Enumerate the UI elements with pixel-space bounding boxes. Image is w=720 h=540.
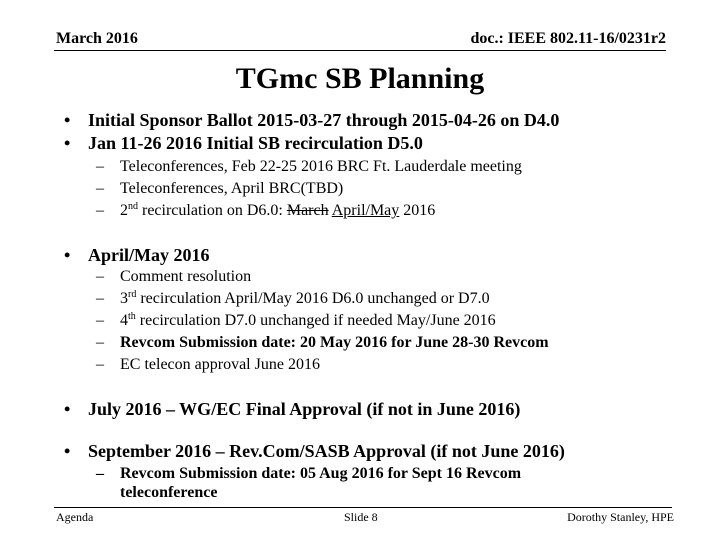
bullet-icon: • bbox=[64, 133, 71, 153]
recirculation-text: recirculation D7.0 unchanged if needed May/June 2016 bbox=[135, 312, 496, 329]
ordinal-number: 2 bbox=[120, 202, 128, 219]
bullet-initial-recirculation: Jan 11-26 2016 Initial SB recirculation D5.0 bbox=[88, 133, 423, 153]
recirculation-text: recirculation April/May 2016 D6.0 unchanged or D7.0 bbox=[136, 290, 490, 307]
deleted-text: March bbox=[286, 202, 329, 219]
sub-fourth-recirculation bbox=[120, 312, 496, 330]
dash-icon: – bbox=[96, 334, 104, 351]
bullet-icon: • bbox=[64, 399, 71, 419]
ordinal-number: 4 bbox=[120, 312, 128, 329]
bullet-sponsor-ballot: Initial Sponsor Ballot 2015-03-27 through 2015-04-26 on D4.0 bbox=[88, 110, 560, 130]
header-doc-id: doc.: IEEE 802.11-16/0231r2 bbox=[470, 30, 666, 47]
sub-ec-telecon-approval: EC telecon approval June 2016 bbox=[120, 356, 320, 373]
bullet-icon: • bbox=[64, 245, 71, 265]
footer-agenda: Agenda bbox=[56, 510, 94, 524]
ordinal-number: 3 bbox=[120, 290, 128, 307]
sub-revcom-submission-aug: Revcom Submission date: 05 Aug 2016 for Sept 16 Revcom bbox=[120, 465, 522, 482]
bullet-july-approval: July 2016 – WG/EC Final Approval (if not in June 2016) bbox=[88, 399, 521, 419]
dash-icon: – bbox=[96, 180, 104, 197]
bullet-icon: • bbox=[64, 441, 71, 461]
sub-teleconferences-april: Teleconferences, April BRC(TBD) bbox=[120, 180, 344, 197]
dash-icon: – bbox=[96, 312, 104, 329]
sub-revcom-submission-aug-cont: teleconference bbox=[120, 484, 218, 501]
inserted-text: April/May bbox=[331, 202, 400, 219]
slide-title: TGmc SB Planning bbox=[235, 62, 485, 95]
header-rule bbox=[54, 50, 666, 51]
bullet-icon: • bbox=[64, 110, 71, 130]
dash-icon: – bbox=[96, 465, 104, 482]
ordinal-suffix: th bbox=[128, 311, 136, 322]
dash-icon: – bbox=[96, 268, 104, 285]
header-date: March 2016 bbox=[56, 30, 138, 47]
dash-icon: – bbox=[96, 290, 104, 307]
sub-comment-resolution: Comment resolution bbox=[120, 268, 252, 285]
ordinal-suffix: nd bbox=[128, 201, 138, 212]
dash-icon: – bbox=[96, 356, 104, 373]
bullet-april-may: April/May 2016 bbox=[88, 245, 210, 265]
recirculation-text: recirculation on D6.0: bbox=[138, 202, 287, 219]
footer-author: Dorothy Stanley, HPE bbox=[567, 510, 674, 524]
sub-third-recirculation bbox=[120, 290, 490, 308]
dash-icon: – bbox=[96, 202, 104, 219]
year-text: 2016 bbox=[399, 202, 436, 219]
dash-icon: – bbox=[96, 158, 104, 175]
ordinal-suffix: rd bbox=[128, 289, 137, 300]
sub-second-recirculation bbox=[120, 202, 435, 220]
sub-teleconferences-feb: Teleconferences, Feb 22-25 2016 BRC Ft. Lauderdale meeting bbox=[120, 158, 522, 175]
footer-slide-number: Slide 8 bbox=[344, 510, 378, 524]
bullet-september-approval: September 2016 – Rev.Com/SASB Approval (if not June 2016) bbox=[88, 441, 565, 461]
sub-revcom-submission-may: Revcom Submission date: 20 May 2016 for June 28-30 Revcom bbox=[120, 334, 549, 351]
footer-rule bbox=[54, 507, 672, 508]
